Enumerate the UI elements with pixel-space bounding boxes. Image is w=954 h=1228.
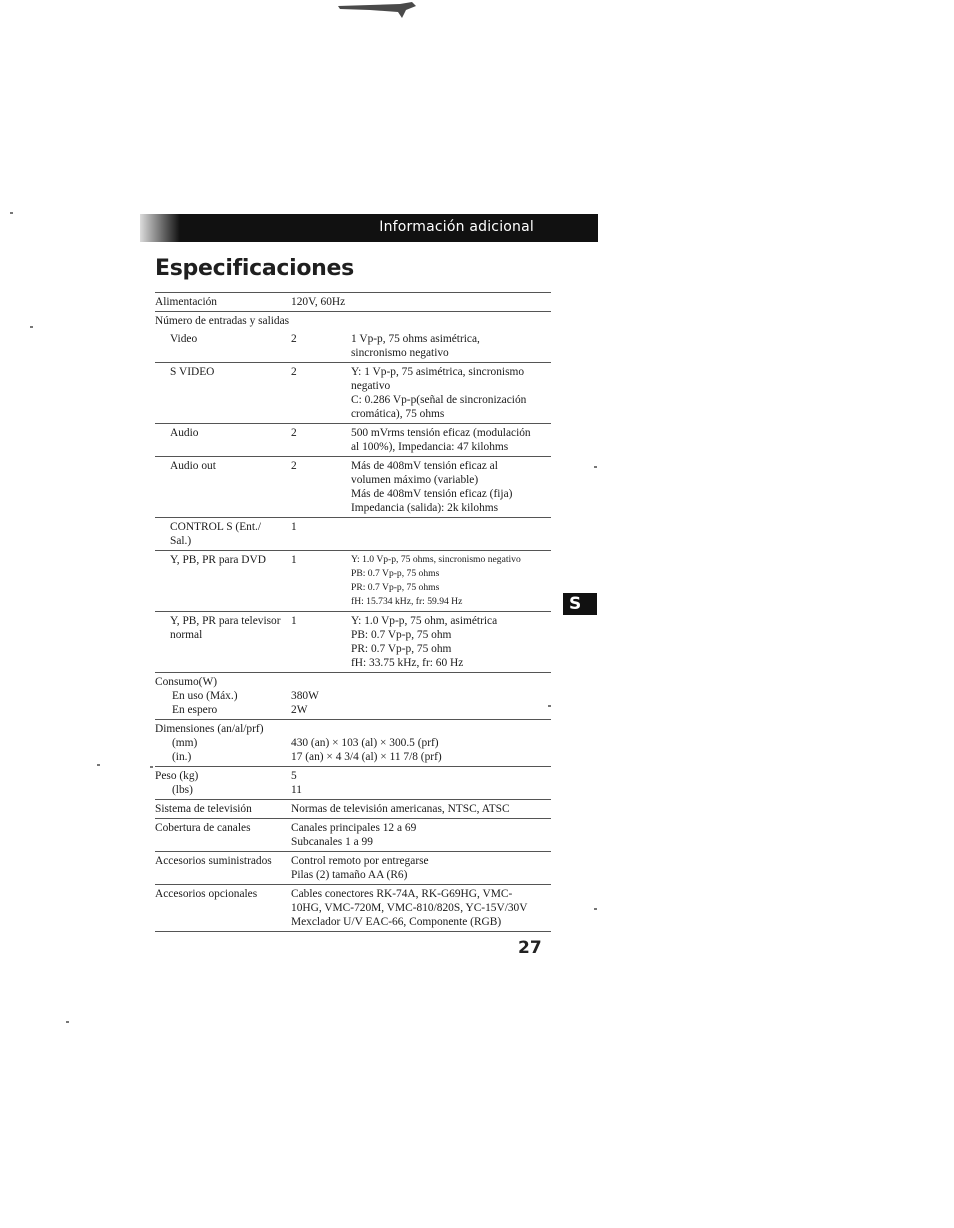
spec-label: Audio (170, 427, 199, 439)
spec-qty: 1 (291, 615, 297, 627)
spec-value: 380W (291, 690, 319, 702)
desc-line: Subcanales 1 a 99 (291, 836, 373, 848)
spec-value: 11 (291, 784, 302, 796)
spec-row-control-s (155, 518, 551, 551)
spec-label: Accesorios suministrados (155, 855, 272, 867)
scan-speck (30, 326, 33, 328)
page-number: 27 (518, 938, 542, 958)
label-line: CONTROL S (Ent./ (170, 521, 262, 533)
spec-value: 430 (an) × 103 (al) × 300.5 (prf) (291, 737, 439, 749)
spec-description (351, 426, 551, 454)
desc-line: PR: 0.7 Vp-p, 75 ohm (351, 643, 452, 655)
spec-group-label: Dimensiones (an/al/prf) (155, 723, 264, 735)
spec-row-accesorios-suministrados (155, 852, 551, 885)
desc-line: negativo (351, 380, 391, 392)
header-bar-fade (140, 214, 180, 242)
desc-line: PB: 0.7 Vp-p, 75 ohm (351, 629, 452, 641)
desc-line: fH: 33.75 kHz, fr: 60 Hz (351, 657, 464, 669)
spec-description (291, 854, 551, 882)
spec-label (170, 614, 291, 670)
desc-line: sincronismo negativo (351, 347, 449, 359)
scan-speck (66, 1021, 69, 1023)
spec-value: 5 (291, 770, 297, 782)
scan-speck (548, 705, 551, 707)
spec-label: (mm) (172, 737, 198, 749)
spec-description (351, 332, 551, 360)
spec-label: (lbs) (172, 784, 193, 796)
desc-line: 500 mVrms tensión eficaz (modulación (351, 427, 531, 439)
spec-qty: 2 (291, 427, 297, 439)
spec-subrow-kg (155, 769, 551, 783)
spec-label (170, 520, 291, 548)
spec-row-ypbpr-dvd (155, 551, 551, 612)
spec-value: 17 (an) × 4 3/4 (al) × 11 7/8 (prf) (291, 751, 442, 763)
desc-line: Más de 408mV tensión eficaz al (351, 460, 498, 472)
desc-line: 1 Vp-p, 75 ohms asimétrica, (351, 333, 480, 345)
desc-line: cromática), 75 ohms (351, 408, 445, 420)
spec-qty: 2 (291, 460, 297, 472)
desc-line: PB: 0.7 Vp-p, 75 ohms (351, 568, 440, 579)
spec-value: Normas de televisión americanas, NTSC, ATSC (291, 803, 510, 815)
specifications-table (155, 292, 551, 932)
desc-line: fH: 15.734 kHz, fr: 59.94 Hz (351, 596, 463, 607)
spec-subrow-en-espero (155, 703, 551, 717)
label-line: Y, PB, PR para televisor (170, 615, 281, 627)
spec-row-cobertura (155, 819, 551, 852)
desc-line: PR: 0.7 Vp-p, 75 ohms (351, 582, 440, 593)
spec-description (291, 887, 551, 929)
desc-line: al 100%), Impedancia: 47 kilohms (351, 441, 509, 453)
desc-line: 10HG, VMC-720M, VMC-810/820S, YC-15V/30V (291, 902, 528, 914)
desc-line: Y: 1.0 Vp-p, 75 ohm, asimétrica (351, 615, 498, 627)
spec-row-sistema-tv (155, 800, 551, 819)
spec-row-peso (155, 767, 551, 800)
spec-group-label: Número de entradas y salidas (155, 315, 290, 327)
spec-description (351, 459, 551, 515)
page-title: Especificaciones (155, 256, 354, 281)
scan-speck (150, 766, 153, 768)
spec-row-accesorios-opcionales (155, 885, 551, 932)
spec-label: Accesorios opcionales (155, 888, 258, 900)
desc-line: Impedancia (salida): 2k kilohms (351, 502, 499, 514)
scan-smudge (330, 0, 420, 22)
spec-row-audio-out (155, 457, 551, 518)
spec-subrow-lbs (155, 783, 551, 797)
spec-label: En espero (172, 704, 218, 716)
desc-line: volumen máximo (variable) (351, 474, 479, 486)
scan-speck (594, 908, 597, 910)
desc-line: Control remoto por entregarse (291, 855, 429, 867)
spec-label: Peso (kg) (155, 770, 199, 782)
spec-row-video (155, 330, 551, 363)
desc-line: Cables conectores RK-74A, RK-G69HG, VMC- (291, 888, 513, 900)
spec-value: 2W (291, 704, 308, 716)
spec-label: Alimentación (155, 296, 217, 308)
desc-line: Canales principales 12 a 69 (291, 822, 417, 834)
spec-group-label: Consumo(W) (155, 676, 218, 688)
spec-description (351, 553, 551, 609)
scan-speck (594, 466, 597, 468)
spec-label: S VIDEO (170, 366, 215, 378)
spec-label: Sistema de televisión (155, 803, 252, 815)
scan-speck (10, 212, 13, 214)
label-line: normal (170, 629, 203, 641)
spec-description (291, 821, 551, 849)
spec-subrow-en-uso (155, 689, 551, 703)
spec-row-consumo (155, 673, 551, 720)
spec-value: 120V, 60Hz (291, 296, 346, 308)
desc-line: C: 0.286 Vp-p(señal de sincronización (351, 394, 527, 406)
label-line: Sal.) (170, 535, 192, 547)
section-header-bar (140, 214, 598, 242)
spec-label: Y, PB, PR para DVD (170, 554, 266, 566)
language-tab-marker: S (563, 593, 597, 615)
spec-row-audio (155, 424, 551, 457)
spec-label: (in.) (172, 751, 192, 763)
spec-row-s-video (155, 363, 551, 424)
desc-line: Y: 1.0 Vp-p, 75 ohms, sincronismo negativo (351, 554, 521, 565)
spec-qty: 1 (291, 554, 297, 566)
spec-description (351, 520, 551, 548)
spec-label: Cobertura de canales (155, 822, 251, 834)
spec-row-entradas-salidas (155, 312, 551, 330)
desc-line: Pilas (2) tamaño AA (R6) (291, 869, 408, 881)
desc-line: Mexclador U/V EAC-66, Componente (RGB) (291, 916, 502, 928)
section-header-title: Información adicional (379, 219, 534, 235)
spec-subrow-mm (155, 736, 551, 750)
spec-description (351, 365, 551, 421)
spec-description (351, 614, 551, 670)
scan-speck (97, 764, 100, 766)
spec-qty: 1 (291, 521, 297, 533)
spec-qty: 2 (291, 333, 297, 345)
desc-line: Más de 408mV tensión eficaz (fija) (351, 488, 513, 500)
spec-label: En uso (Máx.) (172, 690, 238, 702)
spec-row-ypbpr-tv (155, 612, 551, 673)
spec-row-dimensiones (155, 720, 551, 767)
spec-qty: 2 (291, 366, 297, 378)
spec-label: Video (170, 333, 198, 345)
desc-line: Y: 1 Vp-p, 75 asimétrica, sincronismo (351, 366, 525, 378)
spec-label: Audio out (170, 460, 216, 472)
spec-row-alimentacion (155, 292, 551, 312)
spec-subrow-in (155, 750, 551, 764)
